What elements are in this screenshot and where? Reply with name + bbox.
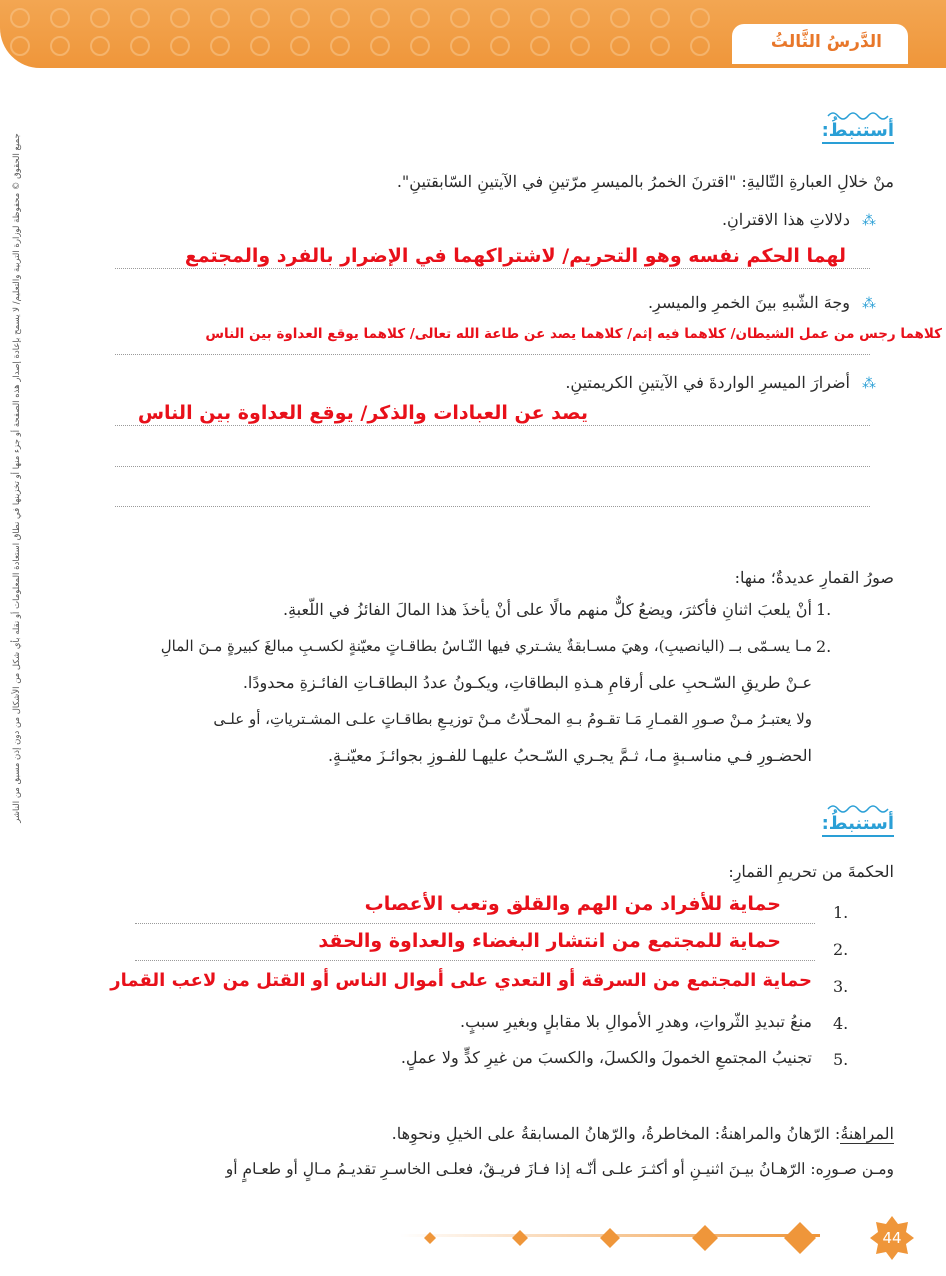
- bullet-star-icon: ⁂: [862, 376, 876, 392]
- item-number: 4.: [833, 1014, 849, 1033]
- section2-intro: الحكمةَ من تحريمِ القمارِ:: [728, 862, 894, 881]
- answer-line-6: [135, 923, 815, 924]
- item-number: 2.: [833, 940, 849, 959]
- item-number: 1.: [833, 903, 849, 922]
- gambling-intro: صورُ القمارِ عديدةٌ؛ منها:: [734, 568, 894, 587]
- answer-line-3: [115, 425, 870, 426]
- answer-1: لهما الحكم نفسه وهو التحريم/ لاشتراكهما في الإضرار بالفرد والمجتمع: [184, 245, 846, 267]
- gambling-note-line-1: ولا يعتبـرُ مـنْ صـورِ القمـارِ مَـا تقـومُ بـهِ المحـلّاتُ مـنْ توزيـعِ بطاقـاتٍ علـى المشـترياتِ، أو علـى: [213, 710, 812, 728]
- answer-line-7: [135, 960, 815, 961]
- question-2: وجهَ الشّبهِ بينَ الخمرِ والميسرِ.: [647, 293, 850, 312]
- answer-line-4: [115, 466, 870, 467]
- bullet-star-icon: ⁂: [862, 213, 876, 229]
- wisdom-item-4: منعُ تبديدِ الثّرواتِ، وهدرِ الأموالِ بلا مقابلٍ وبغيرِ سببٍ.: [460, 1012, 812, 1031]
- item-number: 1.: [816, 600, 832, 619]
- answer-2: كلاهما رجس من عمل الشيطان/ كلاهما فيه إثم/ كلاهما يصد عن طاعة الله تعالى/ كلاهما يوقع العداوة بين الناس: [205, 326, 942, 342]
- answer-line-5: [115, 506, 870, 507]
- gambling-item-2-line-1: مـا يسـمّى بــ (اليانصيبِ)، وهيَ مسـابقةٌ يشـتري فيها النّـاسُ بطاقـاتٍ معيّنةٍ لكسـبِ مبالغَ كبيرةٍ مـنَ المالِ: [160, 637, 812, 655]
- lesson-label: الدَّرسُ الثَّالثُ: [770, 32, 882, 52]
- wisdom-answer-1: حماية للأفراد من الهم والقلق وتعب الأعصاب: [364, 893, 781, 915]
- question-1: دلالاتِ هذا الاقترانِ.: [721, 210, 850, 229]
- side-copyright: جميع الحقوق © محفوظة لوزارة التربية والتعليم/ لا يسمح بإعادة إصدار هذه الصفحة أو جزء منها أو تخزينها في نطاق استعادة المعلومات أو نقله بأي شكل من الأشكال من دون إذن مسبق من الناشر: [12, 133, 22, 823]
- section-title-2: أستنبطُ:: [822, 813, 894, 837]
- answer-3: يصد عن العبادات والذكر/ يوقع العداوة بين الناس: [137, 402, 588, 424]
- betting-line-2: ومـن صـورِه: الرّهـانُ بيـنَ اثنيـنِ أو أكثـرَ علـى أنّـه إذا فـازَ فريـقٌ، فعلـى الخاسـرِ تقديـمُ مـالٍ أو طعـامٍ أو: [225, 1160, 894, 1178]
- footer-decoration: [400, 1212, 920, 1264]
- wisdom-item-5: تجنيبُ المجتمعِ الخمولَ والكسلَ، والكسبَ من غيرِ كدٍّ ولا عملٍ.: [400, 1048, 812, 1067]
- gambling-note-line-2: الحضـورِ فـي مناسـبةٍ مـا، ثـمَّ يجـري السّـحبُ عليهـا للفـوزِ بجوائـزَ معيّنـةٍ.: [327, 746, 812, 765]
- item-number: 3.: [833, 977, 849, 996]
- item-number: 2.: [816, 637, 832, 656]
- betting-term: المراهنةُ: [840, 1124, 894, 1143]
- answer-line-2: [115, 354, 870, 355]
- bullet-star-icon: ⁂: [862, 296, 876, 312]
- answer-line-1: [115, 268, 870, 269]
- lesson-tab: [732, 24, 908, 64]
- wisdom-answer-2: حماية للمجتمع من انتشار البغضاء والعداوة والحقد: [318, 930, 781, 952]
- question-3: أضرارَ الميسرِ الواردةَ في الآيتينِ الكريمتينِ.: [565, 373, 850, 392]
- squiggle-icon: [826, 110, 896, 120]
- section-title-1: أستنبطُ:: [822, 120, 894, 144]
- gambling-item-1: أنْ يلعبَ اثنانِ فأكثرَ، ويضعُ كلٌّ منهم مالًا على أنْ يأخذَ هذا المالَ الفائزُ في اللّعبةِ.: [283, 600, 812, 619]
- betting-definition: [392, 1124, 894, 1143]
- section1-intro: منْ خلالِ العبارةِ التّاليةِ: "اقترنَ الخمرُ بالميسرِ مرّتينِ في الآيتينِ السّابقتينِ".: [396, 172, 894, 191]
- wisdom-answer-3: حماية المجتمع من السرقة أو التعدي على أموال الناس أو القتل من لاعب القمار: [110, 970, 812, 991]
- gambling-item-2-line-2: عـنْ طريقِ السّـحبِ على أرقامِ هـذهِ البطاقاتِ، ويكـونُ عددُ البطاقـاتِ الفائـزةِ محدودًا.: [242, 673, 812, 692]
- page-number: 44: [882, 1229, 902, 1247]
- squiggle-icon: [826, 803, 896, 813]
- betting-def: : الرّهانُ والمراهنةُ: المخاطرةُ، والرّهانُ المسابقةُ على الخيلِ ونحوِها.: [391, 1124, 841, 1143]
- item-number: 5.: [833, 1050, 849, 1069]
